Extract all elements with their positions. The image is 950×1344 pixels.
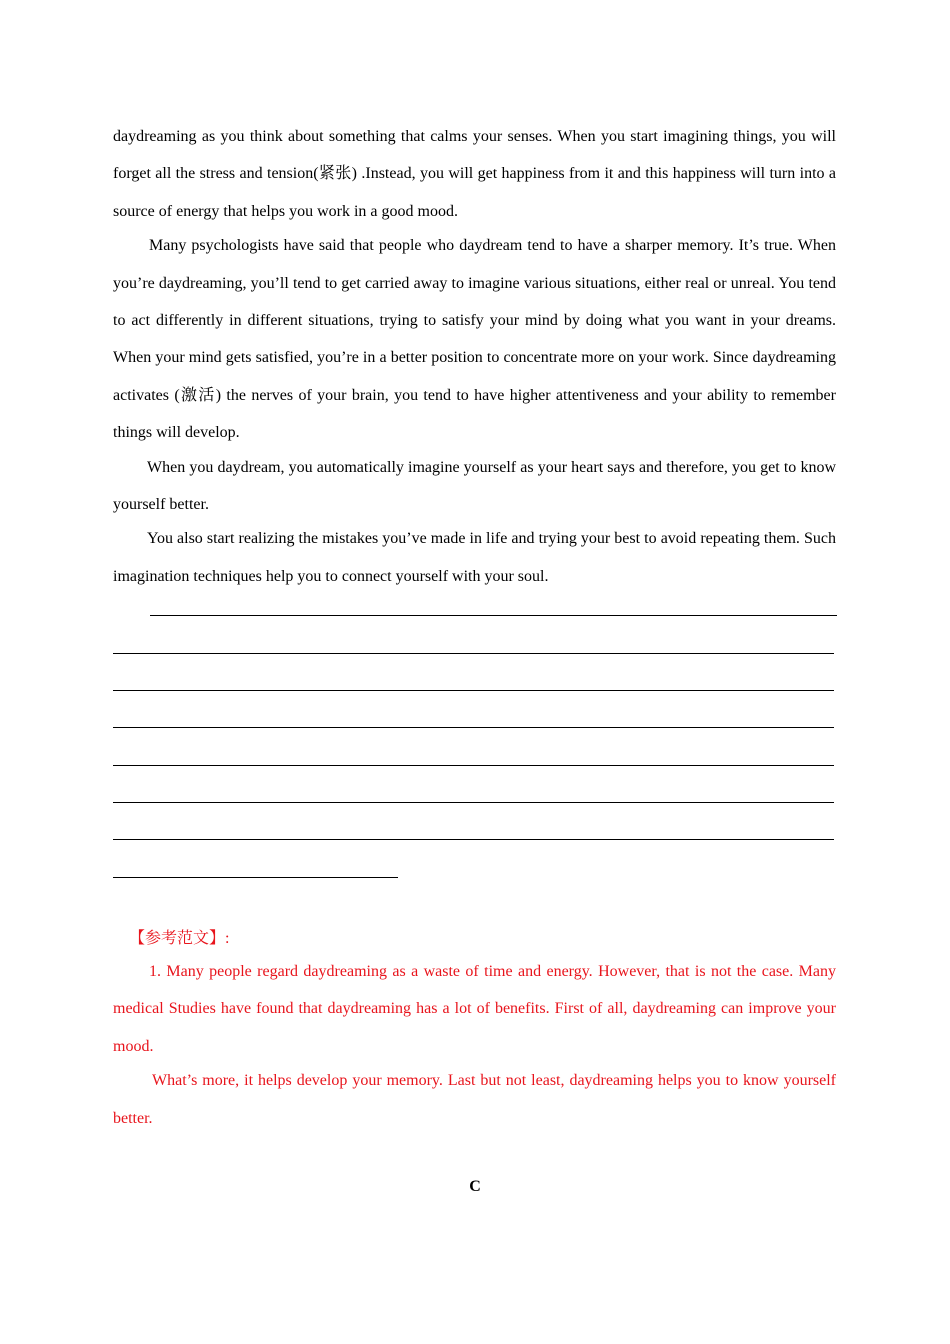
reference-answer-label: 【参考范文】: [129,930,230,947]
answer-line[interactable] [113,839,834,840]
answer-line[interactable] [113,765,834,766]
answer-line[interactable] [113,802,834,803]
answer-line[interactable] [113,727,834,728]
passage-paragraph-2: Many psychologists have said that people who daydream tend to have a sharper memory. It’s true. When you’re daydreaming, you’ll tend to get carried away to imagine various situations, either real or unreal. You tend to act differently in different situations, trying to satisfy your mind by doing what you want in your dreams. When your mind gets satisfied, you’re in a better position to concentrate more on your work. Since daydreaming activates (激活) the nerves of your brain, you tend to have higher attentiveness and your ability to remember things will develop. [113,237,836,442]
passage-paragraph-4: You also start realizing the mistakes you’ve made in life and trying your best to avoid repeating them. Such imagination techniques help you to connect yourself with your soul. [113,530,836,585]
reference-answer [113,953,836,1134]
answer-line[interactable] [113,877,398,878]
reference-answer-paragraph-2: What’s more, it helps develop your memory. Last but not least, daydreaming helps you to know yourself better. [113,1072,836,1127]
passage-paragraph-3: When you daydream, you automatically imagine yourself as your heart says and therefore, you get to know yourself better. [113,458,836,514]
answer-line[interactable] [150,615,837,616]
section-letter: C [469,1178,481,1195]
answer-line[interactable] [113,653,834,654]
passage-paragraph-1: daydreaming as you think about something that calms your senses. When you start imagining things, you will forget all the stress and tension(紧张) .Instead, you will get happiness from it and this happiness will turn into a source of energy that helps you work in a good mood. [113,128,836,220]
passage [113,118,836,592]
answer-line[interactable] [113,690,834,691]
reference-answer-paragraph-1: 1. Many people regard daydreaming as a waste of time and energy. However, that is not the case. Many medical Studies have found that daydreaming has a lot of benefits. First of all, daydreaming can improve your mood. [113,963,836,1055]
